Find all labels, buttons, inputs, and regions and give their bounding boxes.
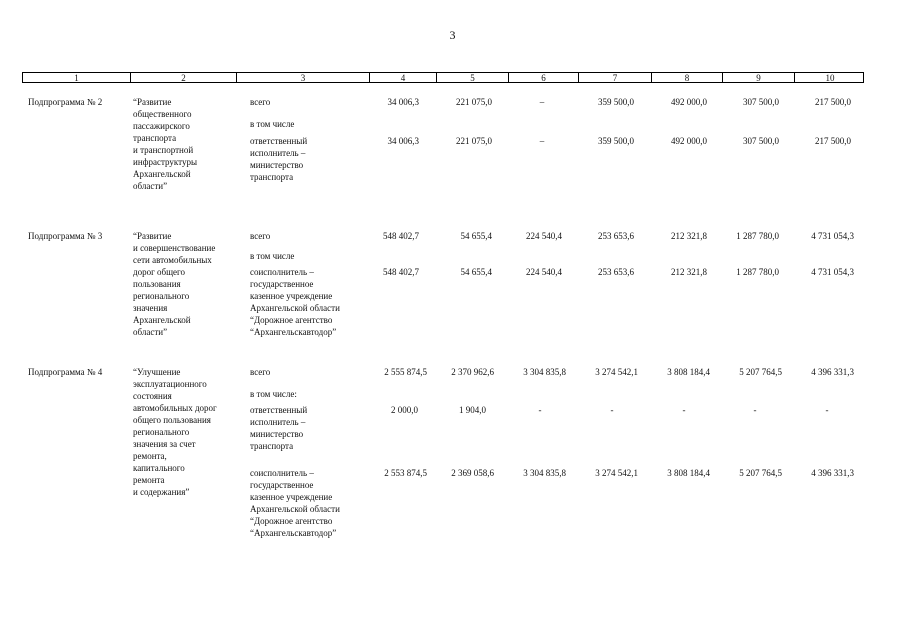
page-number: 3 (449, 28, 456, 42)
program-title: “Развитие общественного пассажирского транспорта и транспортной инфраструктуры Архангельской области” (133, 97, 197, 191)
value-cell: 3 304 835,8 (523, 367, 566, 377)
program-label: Подпрограмма № 4 (28, 367, 103, 377)
header-col-7: 7 (578, 73, 651, 82)
value-cell: - (538, 405, 542, 415)
value-cell: 221 075,0 (456, 97, 492, 107)
value-cell: 1 904,0 (459, 405, 486, 415)
value-cell: 5 207 764,5 (739, 367, 782, 377)
header-col-8: 8 (651, 73, 722, 82)
header-col-5: 5 (436, 73, 508, 82)
header-col-6: 6 (508, 73, 578, 82)
value-cell: 3 274 542,1 (595, 468, 638, 478)
value-cell: 492 000,0 (671, 97, 707, 107)
program-label: Подпрограмма № 2 (28, 97, 103, 107)
header-col-2: 2 (130, 73, 236, 82)
value-cell: 253 653,6 (598, 231, 634, 241)
value-cell: 548 402,7 (383, 231, 419, 241)
line-label-including: в том числе (250, 251, 295, 261)
program-title: “Развитие и совершенствование сети автомобильных дорог общего пользования регионального значения Архангельской области” (133, 231, 216, 337)
value-cell: 34 006,3 (387, 136, 419, 146)
value-cell: 2 553 874,5 (384, 468, 427, 478)
value-cell: 492 000,0 (671, 136, 707, 146)
value-cell: 1 287 780,0 (736, 231, 779, 241)
value-cell: 2 370 962,6 (451, 367, 494, 377)
value-cell: - (610, 405, 614, 415)
value-cell: - (682, 405, 686, 415)
value-cell: 359 500,0 (598, 97, 634, 107)
value-cell: 2 000,0 (391, 405, 418, 415)
header-col-4: 4 (369, 73, 436, 82)
value-cell: 548 402,7 (383, 267, 419, 277)
value-cell: 4 731 054,3 (811, 267, 854, 277)
value-cell: 224 540,4 (526, 267, 562, 277)
line-label-total: всего (250, 231, 271, 241)
value-cell: 3 808 184,4 (667, 367, 710, 377)
line-label-including: в том числе (250, 119, 295, 129)
value-cell: - (825, 405, 829, 415)
value-cell: 4 731 054,3 (811, 231, 854, 241)
value-cell: 2 555 874,5 (384, 367, 427, 377)
value-cell: 4 396 331,3 (811, 468, 854, 478)
value-cell: 3 304 835,8 (523, 468, 566, 478)
header-col-1: 1 (74, 73, 79, 83)
value-cell: 3 808 184,4 (667, 468, 710, 478)
value-cell: – (539, 136, 545, 146)
value-cell: 3 274 542,1 (595, 367, 638, 377)
header-col-9: 9 (722, 73, 794, 82)
value-cell: 54 655,4 (460, 231, 492, 241)
program-title: “Улучшение эксплуатационного состояния автомобильных дорог общего пользования регионального значения за счет ремонта, капитального ремонта и содержания” (133, 367, 217, 497)
line-label-executor: ответственный исполнитель – министерство транспорта (250, 136, 308, 182)
value-cell: 1 287 780,0 (736, 267, 779, 277)
value-cell: 217 500,0 (815, 136, 851, 146)
value-cell: 212 321,8 (671, 231, 707, 241)
value-cell: 212 321,8 (671, 267, 707, 277)
value-cell: 34 006,3 (387, 97, 419, 107)
program-label: Подпрограмма № 3 (28, 231, 103, 241)
value-cell: - (753, 405, 757, 415)
value-cell: 221 075,0 (456, 136, 492, 146)
value-cell: – (539, 97, 545, 107)
table-header (22, 72, 864, 83)
value-cell: 307 500,0 (743, 136, 779, 146)
header-col-3: 3 (236, 73, 369, 82)
value-cell: 253 653,6 (598, 267, 634, 277)
value-cell: 54 655,4 (460, 267, 492, 277)
line-label-coexecutor: соисполнитель – государственное казенное учреждение Архангельской области “Дорожное агентство “Архангельскавтодор” (250, 468, 340, 538)
line-label-total: всего (250, 367, 271, 377)
value-cell: 307 500,0 (743, 97, 779, 107)
value-cell: 5 207 764,5 (739, 468, 782, 478)
line-label-executor: ответственный исполнитель – министерство транспорта (250, 405, 308, 451)
value-cell: 4 396 331,3 (811, 367, 854, 377)
value-cell: 217 500,0 (815, 97, 851, 107)
line-label-coexecutor: соисполнитель – государственное казенное учреждение Архангельской области “Дорожное агентство “Архангельскавтодор” (250, 267, 340, 337)
line-label-total: всего (250, 97, 271, 107)
header-col-10: 10 (794, 73, 865, 82)
value-cell: 224 540,4 (526, 231, 562, 241)
value-cell: 2 369 058,6 (451, 468, 494, 478)
line-label-including: в том числе: (250, 389, 297, 399)
value-cell: 359 500,0 (598, 136, 634, 146)
